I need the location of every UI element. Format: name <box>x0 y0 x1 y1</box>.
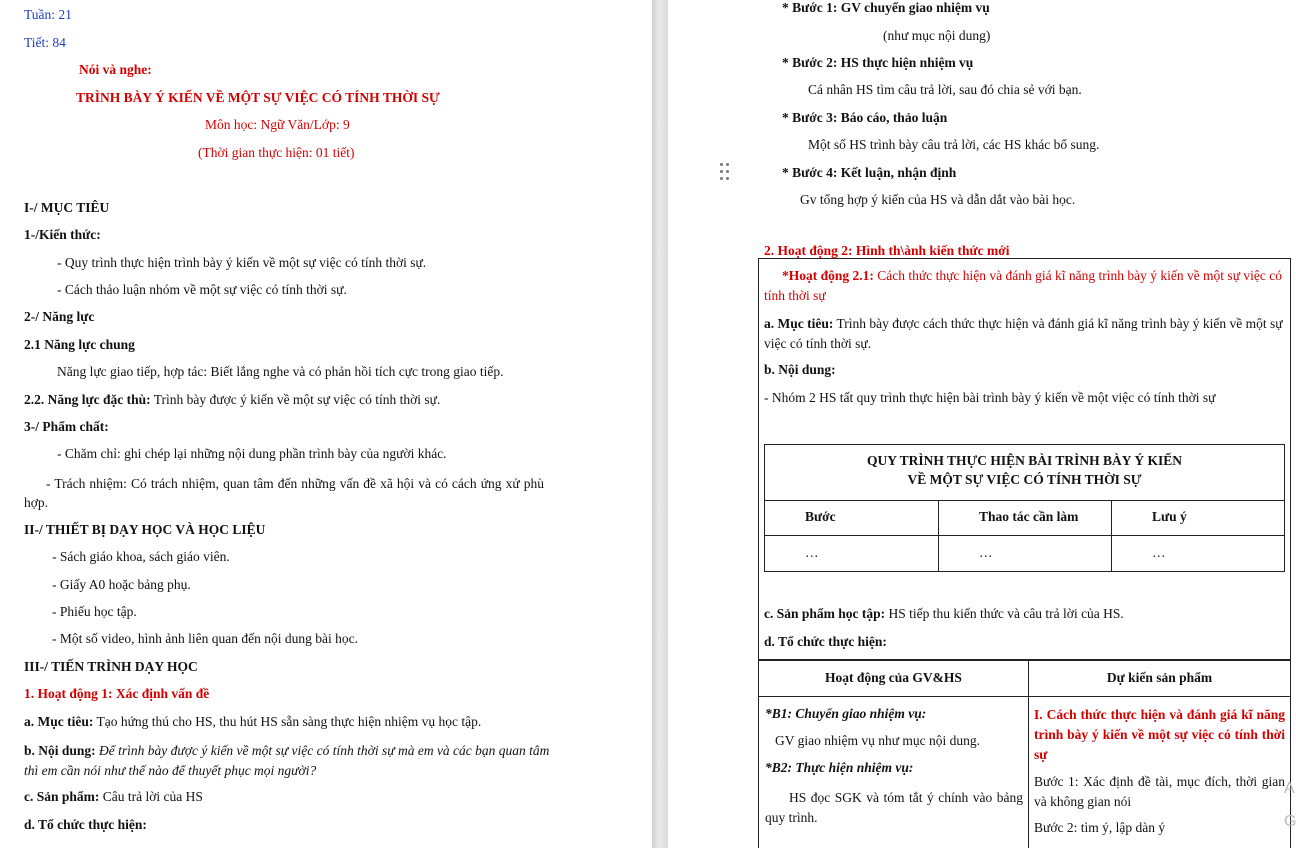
content-text: Để trình bày được ý kiến về một sự việc có tính thời sự mà em và các bạn quan tâm thì em cần nói như thế nào để thuyết phục mọi người? <box>24 743 550 778</box>
step1-text: (như mục nội dung) <box>883 28 991 43</box>
subject-line: Môn học: Ngữ Văn/Lớp: 9 <box>205 117 350 132</box>
process-table <box>764 444 1285 572</box>
step2-text: Cá nhân HS tìm câu trả lời, sau đó chia sẻ với bạn. <box>808 82 1082 97</box>
process-cell: … <box>979 545 993 560</box>
org-header-activity: Hoạt động của GV&HS <box>825 670 962 685</box>
activity21-text: Cách thức thực hiện và đánh giá kĩ năng trình bày ý kiến về một sự việc có tính thời sự <box>764 268 1282 303</box>
specific-ability-label: 2.2. Năng lực đặc thù: <box>24 392 151 407</box>
activity1-product <box>24 789 203 805</box>
step2-heading: * Bước 2: HS thực hiện nhiệm vụ <box>782 55 974 70</box>
process-table-title <box>765 451 1284 489</box>
knowledge-item: - Quy trình thực hiện trình bày ý kiến về một sự việc có tính thời sự. <box>57 255 427 270</box>
edge-mark: A <box>1284 780 1295 797</box>
table-divider <box>765 535 1284 536</box>
table-divider <box>765 500 1284 501</box>
activity1-heading: 1. Hoạt động 1: Xác định vấn đề <box>24 686 210 701</box>
process-title-line: QUY TRÌNH THỰC HIỆN BÀI TRÌNH BÀY Ý KIẾN <box>866 453 1183 468</box>
step4-heading: * Bước 4: Kết luận, nhận định <box>782 165 957 180</box>
product-label: c. Sản phẩm: <box>24 789 100 804</box>
document-page-right <box>668 0 1296 848</box>
objective-text: Trình bày được cách thức thực hiện và đánh giá kĩ năng trình bày ý kiến về một sự việc có tính thời sự. <box>764 316 1283 351</box>
edge-mark: G <box>1284 813 1296 830</box>
general-ability-text: Năng lực giao tiếp, hợp tác: Biết lắng nghe và có phản hồi tích cực trong giao tiếp. <box>57 364 504 379</box>
objective-label: a. Mục tiêu: <box>24 714 94 729</box>
b2-text: HS đọc SGK và tóm tắt ý chính vào bảng quy trình. <box>765 790 1023 825</box>
material-item: - Phiếu học tập. <box>52 604 137 619</box>
knowledge-heading: 1-/Kiến thức: <box>24 227 101 242</box>
specific-ability <box>24 392 440 408</box>
general-ability-heading: 2.1 Năng lực chung <box>24 337 135 352</box>
product-title: I. Cách thức thực hiện và đánh giá kĩ năng trình bày ý kiến về một sự việc có tính thời sự <box>1034 707 1285 762</box>
step3-text: Một số HS trình bày câu trả lời, các HS khác bổ sung. <box>808 137 1100 152</box>
table-divider <box>1028 661 1029 848</box>
step3-heading: * Bước 3: Báo cáo, thảo luận <box>782 110 948 125</box>
table-divider <box>938 500 939 571</box>
material-item: - Sách giáo khoa, sách giáo viên. <box>52 549 230 564</box>
process-header-step: Bước <box>805 509 836 524</box>
product-step: Bước 1: Xác định đề tài, mục đích, thời gian và không gian nói <box>1034 774 1285 809</box>
quality-heading: 3-/ Phẩm chất: <box>24 419 109 434</box>
page-gutter <box>652 0 668 848</box>
activity21-content-text: - Nhóm 2 HS tất quy trình thực hiện bài trình bày ý kiến về một việc có tính thời sự <box>764 390 1216 405</box>
topic-label: Nói và nghe: <box>79 62 152 77</box>
ability-heading: 2-/ Năng lực <box>24 309 95 324</box>
product-label: c. Sản phẩm học tập: <box>764 606 886 621</box>
section-process: III-/ TIẾN TRÌNH DẠY HỌC <box>24 659 198 674</box>
process-title-line: VỀ MỘT SỰ VIỆC CÓ TÍNH THỜI SỰ <box>907 472 1142 487</box>
objective-label: a. Mục tiêu: <box>764 316 834 331</box>
process-header-note: Lưu ý <box>1152 509 1187 524</box>
quality-item: - Chăm chỉ: ghi chép lại những nội dung phần trình bày của người khác. <box>57 446 447 461</box>
content-label: b. Nội dung: <box>24 743 100 758</box>
process-cell: … <box>1152 545 1166 560</box>
section-materials: II-/ THIẾT BỊ DẠY HỌC VÀ HỌC LIỆU <box>24 522 266 537</box>
activity21-product <box>764 606 1124 622</box>
b1-label: *B1: Chuyển giao nhiệm vụ: <box>765 706 927 721</box>
period-label: Tiết: 84 <box>24 35 66 50</box>
organization-table <box>758 660 1291 848</box>
activity1-objective <box>24 714 481 730</box>
process-header-action: Thao tác cần làm <box>979 509 1079 524</box>
activity21-objective <box>764 314 1286 354</box>
process-cell: … <box>805 545 819 560</box>
activity21-label: *Hoạt động 2.1: <box>782 268 874 283</box>
b1-text: GV giao nhiệm vụ như mục nội dung. <box>775 733 981 748</box>
specific-ability-text: Trình bày được ý kiến về một sự việc có tính thời sự. <box>150 392 441 407</box>
knowledge-item: - Cách thảo luận nhóm về một sự việc có tính thời sự. <box>57 282 347 297</box>
product-step: Bước 2: tìm ý, lập dàn ý <box>1034 820 1166 835</box>
quality-item: - Trách nhiệm: Có trách nhiệm, quan tâm đến những vấn đề xã hội và có cách ứng xử phù hợp. <box>24 476 544 510</box>
lesson-title: TRÌNH BÀY Ý KIẾN VỀ MỘT SỰ VIỆC CÓ TÍNH THỜI SỰ <box>76 90 440 105</box>
step1-heading: * Bước 1: GV chuyển giao nhiệm vụ <box>782 0 990 15</box>
drag-handle-icon[interactable] <box>720 163 732 185</box>
step4-text: Gv tổng hợp ý kiến của HS và dẫn dắt vào bài học. <box>800 192 1076 207</box>
product-text: Câu trả lời của HS <box>99 789 203 804</box>
b2-label: *B2: Thực hiện nhiệm vụ: <box>765 760 914 775</box>
table-divider <box>759 696 1290 697</box>
section-objectives: I-/ MỤC TIÊU <box>24 200 110 215</box>
product-text: HS tiếp thu kiến thức và câu trả lời của HS. <box>885 606 1124 621</box>
week-label: Tuần: 21 <box>24 7 72 22</box>
activity2-heading: 2. Hoạt động 2: Hình th\ành kiến thức mới <box>764 243 1010 258</box>
activity21-content-label: b. Nội dung: <box>764 362 836 377</box>
activity1-organization: d. Tổ chức thực hiện: <box>24 817 147 832</box>
table-divider <box>1111 500 1112 571</box>
activity1-content <box>24 741 554 781</box>
objective-text: Tạo hứng thú cho HS, thu hút HS sẵn sàng thực hiện nhiệm vụ học tập. <box>93 714 482 729</box>
activity21-heading <box>764 266 1286 306</box>
material-item: - Giấy A0 hoặc bảng phụ. <box>52 577 191 592</box>
duration-line: (Thời gian thực hiện: 01 tiết) <box>198 145 355 160</box>
material-item: - Một số video, hình ảnh liên quan đến nội dung bài học. <box>52 631 358 646</box>
activity21-organization: d. Tổ chức thực hiện: <box>764 634 887 649</box>
org-header-product: Dự kiến sản phẩm <box>1106 670 1213 685</box>
